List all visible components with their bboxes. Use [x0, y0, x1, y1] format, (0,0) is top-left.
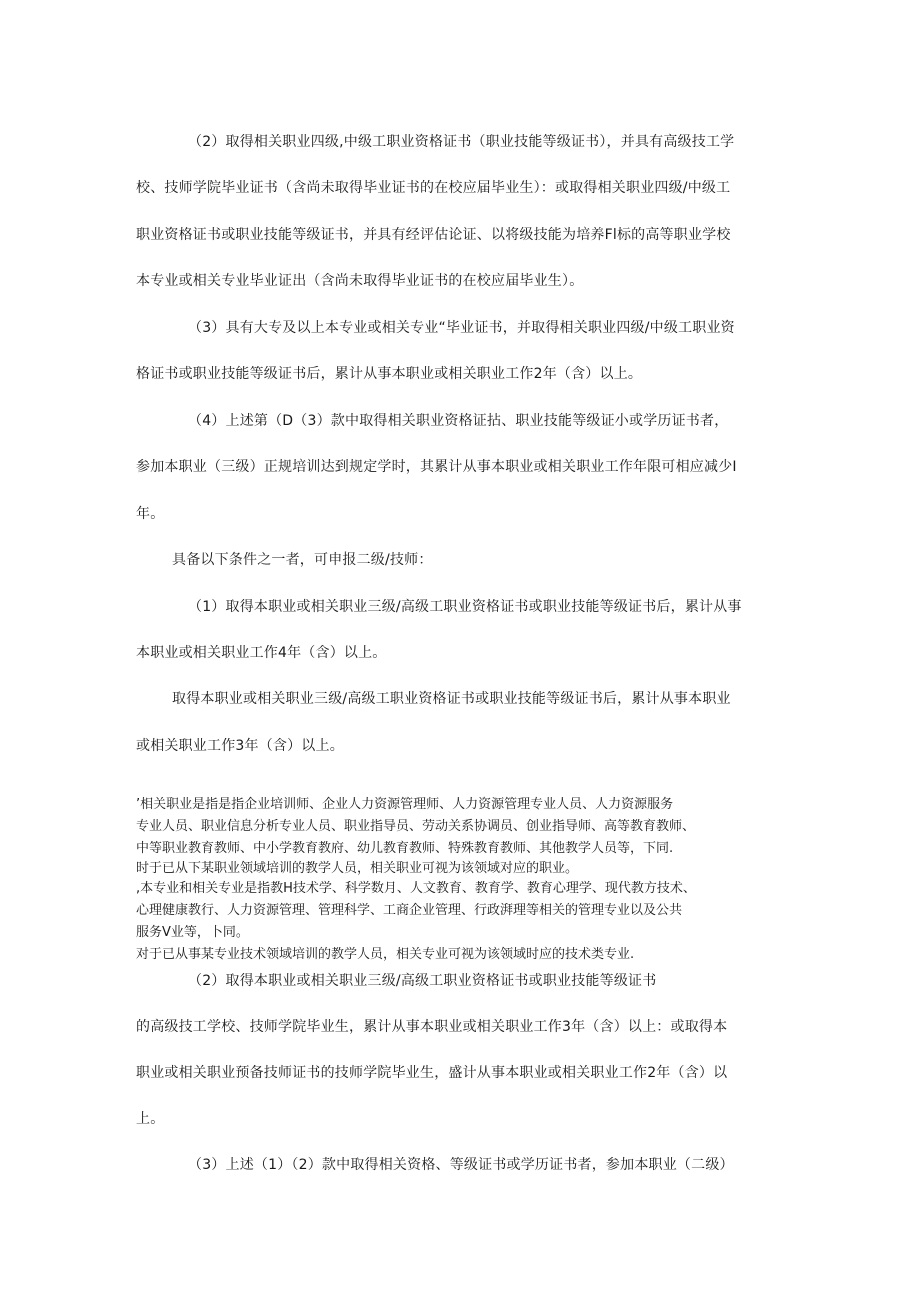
footnote-line: 服务V业等，卜同。	[136, 925, 249, 940]
paragraph-line: 本专业或相关专业毕业证出（含尚未取得毕业证书的在校应届毕业生）。	[136, 273, 584, 289]
paragraph-line: （1）取得本职业或相关职业三级/高级工职业资格证书或职业技能等级证书后，累计从事	[188, 599, 742, 615]
paragraph-line: 职业资格证书或职业技能等级证书，并具有经评估论证、以将级技能为培养Fl标的高等职业学校	[136, 227, 731, 243]
paragraph-line: 职业或相关职业预备技师证书的技师学院毕业生，盛计从事本职业或相关职业工作2年（含）以	[136, 1065, 728, 1081]
footnote-line: 对于已从事某专业技术领域培训的教学人员，相关专业可视为该领域时应的技术类专业.	[136, 947, 635, 962]
footnote-line: 中等职业教育教师、中小学教育教府、幼儿教育教师、特殊教育教师、其他教学人员等，下同.	[136, 841, 674, 856]
footnote-line: ,本专业和相关专业是指教H技术学、科学数月、人文教育、教育学、教育心理学、现代教方技术、	[136, 881, 696, 896]
paragraph-line: 具备以下条件之一者，可申报二级/技师：	[172, 552, 433, 568]
paragraph-line: （3）上述（1）（2）款中取得相关资格、等级证书或学历证书者，参加本职业（二级）	[188, 1157, 734, 1173]
paragraph-line: 格证书或职业技能等级证书后，累计从事本职业或相关职业工作2年（含）以上。	[136, 366, 643, 382]
footnote-line: 时于已从下某职业领域培训的教学人员，相关职业可视为该领域对应的职业。	[136, 861, 579, 876]
paragraph-line: （3）具有大专及以上本专业或相关专业“毕业证书，并取得相关职业四级/中级工职业资	[188, 320, 735, 336]
paragraph-line: 校、技师学院毕业证书（含尚未取得毕业证书的在校应届毕业生）：或取得相关职业四级/中级工	[136, 180, 731, 196]
paragraph-line: 或相关职业工作3年（含）以上。	[136, 738, 344, 754]
paragraph-line: （4）上述第（D（3）款中取得相关职业资格证拈、职业技能等级证小或学历证书者，	[188, 413, 729, 429]
paragraph-line: 本职业或相关职业工作4年（含）以上。	[136, 645, 387, 661]
footnote-line: 心理健康教行、人力资源管理、管理科学、工商企业管理、行政湃理等相关的管理专业以及公共	[136, 903, 683, 918]
paragraph-line: （2）取得本职业或相关职业三级/高级工职业资格证书或职业技能等级证书	[188, 973, 657, 989]
paragraph-line: 参加本职业（三级）正规培训达到规定学时，其累计从事本职业或相关职业工作年限可相应减少I	[136, 459, 737, 475]
paragraph-line: 的高级技工学校、技师学院毕业生，累计从事本职业或相关职业工作3年（含）以上：或取得本	[136, 1019, 728, 1035]
paragraph-line: 年。	[136, 506, 165, 522]
paragraph-line: 取得本职业或相关职业三级/高级工职业资格证书或职业技能等级证书后，累计从事本职业	[172, 691, 731, 707]
footnote-line: 专业人员、职业信息分析专业人员、职业指导员、劳动关系协调员、创业指导师、高等教育教师、	[136, 819, 696, 834]
paragraph-line: 上。	[136, 1111, 165, 1127]
footnote-line: ’相关职业是指是指企业培训师、企业人力资源管理师、人力资源管理专业人员、人力资源服务	[136, 797, 674, 812]
paragraph-line: （2）取得相关职业四级,中级工职业资格证书（职业技能等级证书），并具有高级技工学	[188, 134, 735, 150]
